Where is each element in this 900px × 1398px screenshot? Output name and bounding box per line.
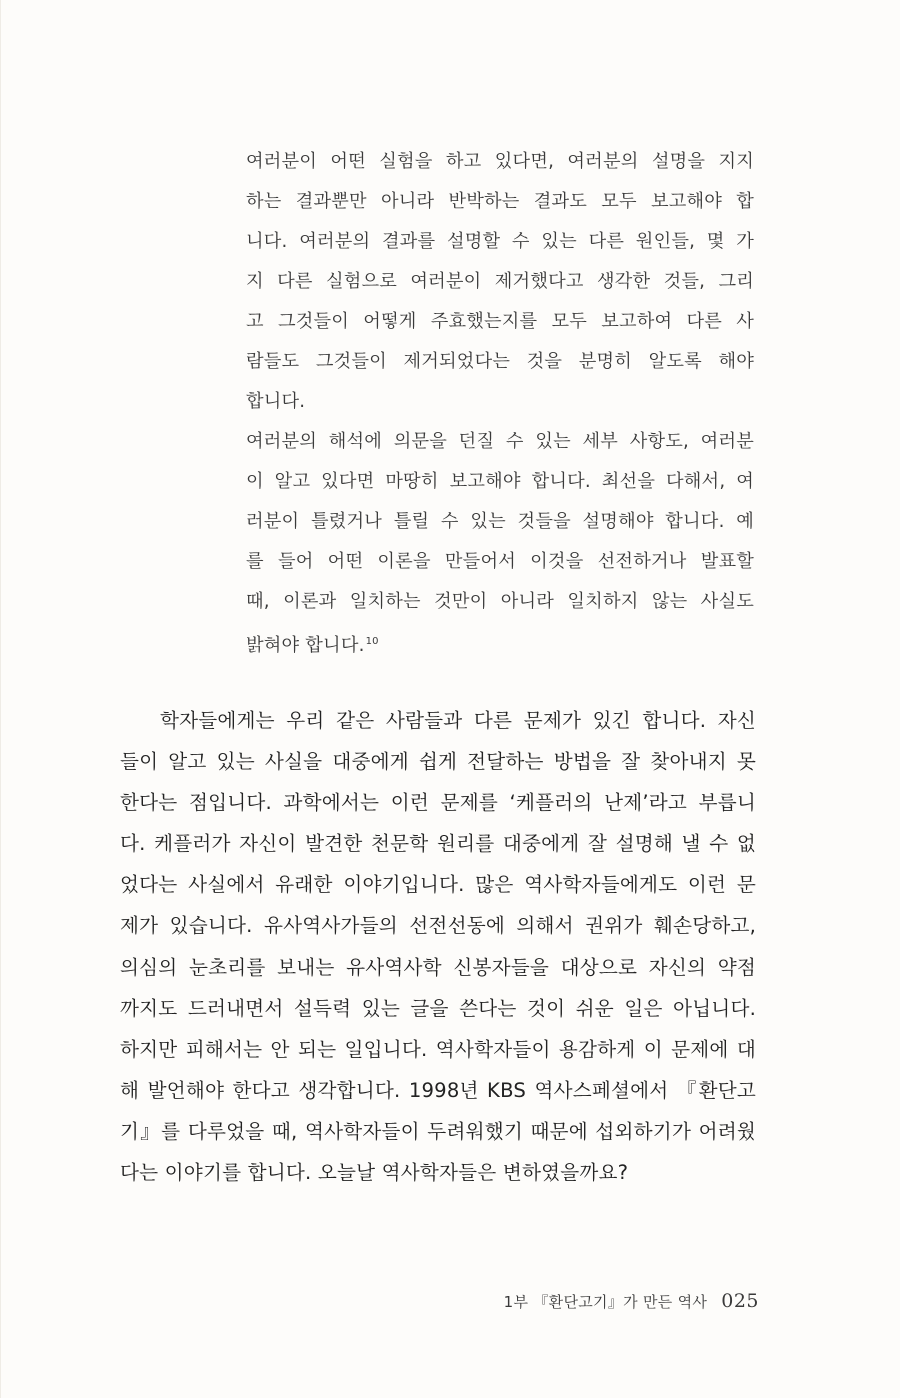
quote-line: 합니다. bbox=[246, 391, 306, 412]
quote-line: 하는 결과뿐만 아니라 반박하는 결과도 모두 보고해야 합 bbox=[246, 191, 754, 212]
quote-line: 때, 이론과 일치하는 것만이 아니라 일치하지 않는 사실도 bbox=[246, 591, 754, 612]
body-line: 까지도 드러내면서 설득력 있는 글을 쓴다는 것이 쉬운 일은 아닙니다. bbox=[120, 996, 756, 1020]
page-number: 025 bbox=[721, 1290, 759, 1312]
body-line: 들이 알고 있는 사실을 대중에게 쉽게 전달하는 방법을 잘 찾아내지 못 bbox=[120, 750, 756, 774]
body-line: 해 발언해야 한다고 생각합니다. 1998년 KBS 역사스페셜에서 『환단고 bbox=[120, 1078, 756, 1102]
body-line: 의심의 눈초리를 보내는 유사역사학 신봉자들을 대상으로 자신의 약점 bbox=[120, 955, 756, 979]
footer-section-title: 1부 『환단고기』가 만든 역사 bbox=[503, 1293, 708, 1311]
running-footer bbox=[504, 1290, 759, 1312]
body-line: 다는 이야기를 합니다. 오늘날 역사학자들은 변하였을까요? bbox=[120, 1161, 629, 1185]
quote-line: 이 알고 있다면 마땅히 보고해야 합니다. 최선을 다해서, 여 bbox=[246, 471, 754, 492]
quote-line: 고 그것들이 어떻게 주효했는지를 모두 보고하여 다른 사 bbox=[246, 311, 754, 332]
quote-line: 러분이 틀렸거나 틀릴 수 있는 것들을 설명해야 합니다. 예 bbox=[246, 511, 754, 532]
quote-line: 지 다른 실험으로 여러분이 제거했다고 생각한 것들, 그리 bbox=[246, 271, 754, 292]
quote-line-text: 밝혀야 합니다. bbox=[246, 635, 365, 656]
body-line: 학자들에게는 우리 같은 사람들과 다른 문제가 있긴 합니다. 자신 bbox=[160, 709, 756, 732]
body-paragraph bbox=[120, 700, 756, 1193]
quote-line: 람들도 그것들이 제거되었다는 것을 분명히 알도록 해야 bbox=[246, 351, 754, 372]
body-line: 제가 있습니다. 유사역사가들의 선전선동에 의해서 권위가 훼손당하고, bbox=[120, 914, 756, 938]
quote-line: 여러분의 해석에 의문을 던질 수 있는 세부 사항도, 여러분 bbox=[246, 431, 754, 452]
body-line: 하지만 피해서는 안 되는 일입니다. 역사학자들이 용감하게 이 문제에 대 bbox=[120, 1037, 756, 1061]
quote-line: 를 들어 어떤 이론을 만들어서 이것을 선전하거나 발표할 bbox=[246, 551, 754, 572]
body-line: 었다는 사실에서 유래한 이야기입니다. 많은 역사학자들에게도 이런 문 bbox=[120, 873, 756, 897]
body-line: 다. 케플러가 자신이 발견한 천문학 원리를 대중에게 잘 설명해 낼 수 없 bbox=[120, 832, 756, 856]
quote-line-last bbox=[246, 622, 754, 662]
quote-paragraph-1 bbox=[246, 142, 754, 422]
block-quote bbox=[246, 142, 754, 662]
body-line: 기』를 다루었을 때, 역사학자들이 두려워했기 때문에 섭외하기가 어려웠 bbox=[120, 1119, 756, 1143]
quote-paragraph-2 bbox=[246, 422, 754, 662]
quote-line: 여러분이 어떤 실험을 하고 있다면, 여러분의 설명을 지지 bbox=[246, 151, 754, 172]
body-line: 한다는 점입니다. 과학에서는 이런 문제를 ‘케플러의 난제’라고 부릅니 bbox=[120, 791, 756, 815]
footnote-reference[interactable]: 10 bbox=[365, 636, 379, 647]
quote-line: 니다. 여러분의 결과를 설명할 수 있는 다른 원인들, 몇 가 bbox=[246, 231, 754, 252]
